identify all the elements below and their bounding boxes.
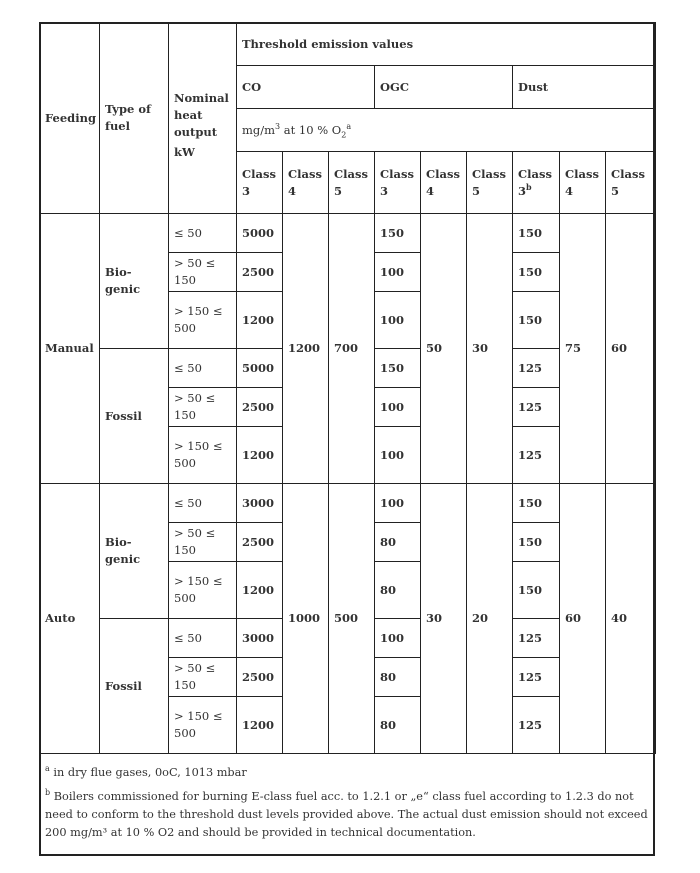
dust-class4-value: 75 (560, 214, 606, 484)
class-label: Class (380, 166, 414, 181)
fuel-type-cell: Fossil (100, 619, 169, 754)
ogc-class3-value: 100 (375, 484, 421, 523)
footnote-b-text: Boilers commissioned for burning E-class fuel acc. to 1.2.1 or „e“ class fuel according to 1.2.3 do not need to conform to the threshold dust levels provided above. The actual dust emission should not exceed 200 mg/m³ at 10 % O2 and should be provided in technical documentation. (45, 790, 648, 839)
feeding-cell: Manual (40, 214, 100, 484)
co-class3-value: 3000 (237, 619, 283, 658)
class-label: Class (334, 166, 368, 181)
feeding-cell: Auto (40, 484, 100, 754)
co-class3-value: 2500 (237, 388, 283, 427)
class-number: 5 (472, 183, 481, 198)
dust-class3-value: 125 (513, 697, 560, 754)
class-number: 4 (426, 183, 435, 198)
table-row (40, 214, 656, 253)
co-class3-value: 2500 (237, 658, 283, 697)
ogc-class4-value: 30 (421, 484, 467, 754)
class-number: 3 (380, 183, 389, 198)
class-number: 5 (334, 183, 343, 198)
dust-class3-value: 125 (513, 388, 560, 427)
dust-class3-value: 150 (513, 562, 560, 619)
co-class3-value: 1200 (237, 562, 283, 619)
header-fuel-type-label: Type of fuel (105, 102, 151, 133)
ogc-class3-value: 100 (375, 292, 421, 349)
ogc-class3-value: 100 (375, 619, 421, 658)
fuel-type-cell: Bio-genic (100, 484, 169, 619)
ogc-class3-value: 150 (375, 214, 421, 253)
co-class3-value: 2500 (237, 523, 283, 562)
co-class3-value: 5000 (237, 214, 283, 253)
range-cell: ≤ 50 (169, 214, 237, 253)
header-unit (237, 109, 656, 152)
header-co: CO (237, 66, 375, 109)
range-cell: > 50 ≤ 150 (169, 523, 237, 562)
dust-class3-value: 150 (513, 292, 560, 349)
ogc-class3-value: 100 (375, 427, 421, 484)
range-cell: ≤ 50 (169, 619, 237, 658)
ogc-class3-value: 80 (375, 658, 421, 697)
ogc-class5-value: 30 (467, 214, 513, 484)
footnote-b (45, 788, 651, 842)
class-label: Class (242, 166, 276, 181)
range-cell: > 50 ≤ 150 (169, 253, 237, 292)
class-label: Class (611, 166, 645, 181)
dust-class3-value: 125 (513, 427, 560, 484)
range-cell: ≤ 50 (169, 484, 237, 523)
header-dust-class-5 (606, 152, 656, 214)
dust-class3-value: 150 (513, 523, 560, 562)
co-class4-value: 1200 (283, 214, 329, 484)
class-label: Class (288, 166, 322, 181)
class-number: 4 (288, 183, 297, 198)
header-nominal-label: Nominal heat output (174, 90, 229, 139)
dust-class-footnote-mark: b (526, 181, 532, 192)
dust-class5-value: 60 (606, 214, 656, 484)
footnote-a-text: in dry flue gases, 0oC, 1013 mbar (49, 766, 247, 779)
ogc-class3-value: 80 (375, 562, 421, 619)
header-dust-class-4 (560, 152, 606, 214)
header-co-class-3 (237, 152, 283, 214)
header-threshold: Threshold emission values (237, 23, 656, 66)
footnote-a (45, 764, 651, 782)
class-number: 3 (242, 183, 251, 198)
co-class3-value: 1200 (237, 427, 283, 484)
footnote-b-mark: b (45, 788, 51, 798)
footnotes (45, 764, 651, 848)
dust-class5-value: 40 (606, 484, 656, 754)
range-cell: > 150 ≤ 500 (169, 292, 237, 349)
dust-class-number: 3 (518, 183, 527, 198)
co-class5-value: 500 (329, 484, 375, 754)
dust-class3-value: 125 (513, 349, 560, 388)
footnote-a-mark: a (45, 764, 50, 774)
class-label: Class (472, 166, 506, 181)
class-number: 5 (611, 183, 620, 198)
co-class3-value: 5000 (237, 349, 283, 388)
range-cell: ≤ 50 (169, 349, 237, 388)
co-class3-value: 3000 (237, 484, 283, 523)
ogc-class3-value: 80 (375, 697, 421, 754)
unit-footnote-mark: a (346, 121, 352, 131)
co-class4-value: 1000 (283, 484, 329, 754)
dust-class3-value: 150 (513, 253, 560, 292)
dust-class3-value: 150 (513, 214, 560, 253)
dust-class3-value: 125 (513, 658, 560, 697)
header-fuel-type (100, 23, 169, 214)
dust-class3-value: 125 (513, 619, 560, 658)
header-dust-class-3 (513, 152, 560, 214)
emission-table (39, 22, 656, 754)
range-cell: > 50 ≤ 150 (169, 388, 237, 427)
header-ogc-class-4 (421, 152, 467, 214)
unit-subscript: 2 (341, 129, 347, 139)
ogc-class3-value: 100 (375, 388, 421, 427)
ogc-class3-value: 100 (375, 253, 421, 292)
header-co-class-5 (329, 152, 375, 214)
header-nominal-unit: kW (174, 144, 195, 159)
ogc-class3-value: 80 (375, 523, 421, 562)
co-class5-value: 700 (329, 214, 375, 484)
range-cell: > 150 ≤ 500 (169, 427, 237, 484)
class-label: Class (565, 166, 599, 181)
header-dust: Dust (513, 66, 656, 109)
co-class3-value: 1200 (237, 292, 283, 349)
ogc-class5-value: 20 (467, 484, 513, 754)
unit-mid: at 10 % O (280, 122, 342, 137)
table-row (40, 484, 656, 523)
ogc-class3-value: 150 (375, 349, 421, 388)
unit-exponent: 3 (275, 121, 281, 131)
co-class3-value: 2500 (237, 253, 283, 292)
class-label: Class (518, 166, 552, 181)
header-feeding: Feeding (40, 23, 100, 214)
header-ogc-class-3 (375, 152, 421, 214)
fuel-type-cell: Fossil (100, 349, 169, 484)
header-co-class-4 (283, 152, 329, 214)
dust-class3-value: 150 (513, 484, 560, 523)
unit-prefix: mg/m (242, 122, 276, 137)
class-number (518, 183, 554, 200)
header-ogc-class-5 (467, 152, 513, 214)
range-cell: > 150 ≤ 500 (169, 562, 237, 619)
header-nominal (169, 23, 237, 214)
class-number: 4 (565, 183, 574, 198)
co-class3-value: 1200 (237, 697, 283, 754)
dust-class4-value: 60 (560, 484, 606, 754)
ogc-class4-value: 50 (421, 214, 467, 484)
range-cell: > 150 ≤ 500 (169, 697, 237, 754)
header-ogc: OGC (375, 66, 513, 109)
class-label: Class (426, 166, 460, 181)
fuel-type-cell: Bio-genic (100, 214, 169, 349)
range-cell: > 50 ≤ 150 (169, 658, 237, 697)
